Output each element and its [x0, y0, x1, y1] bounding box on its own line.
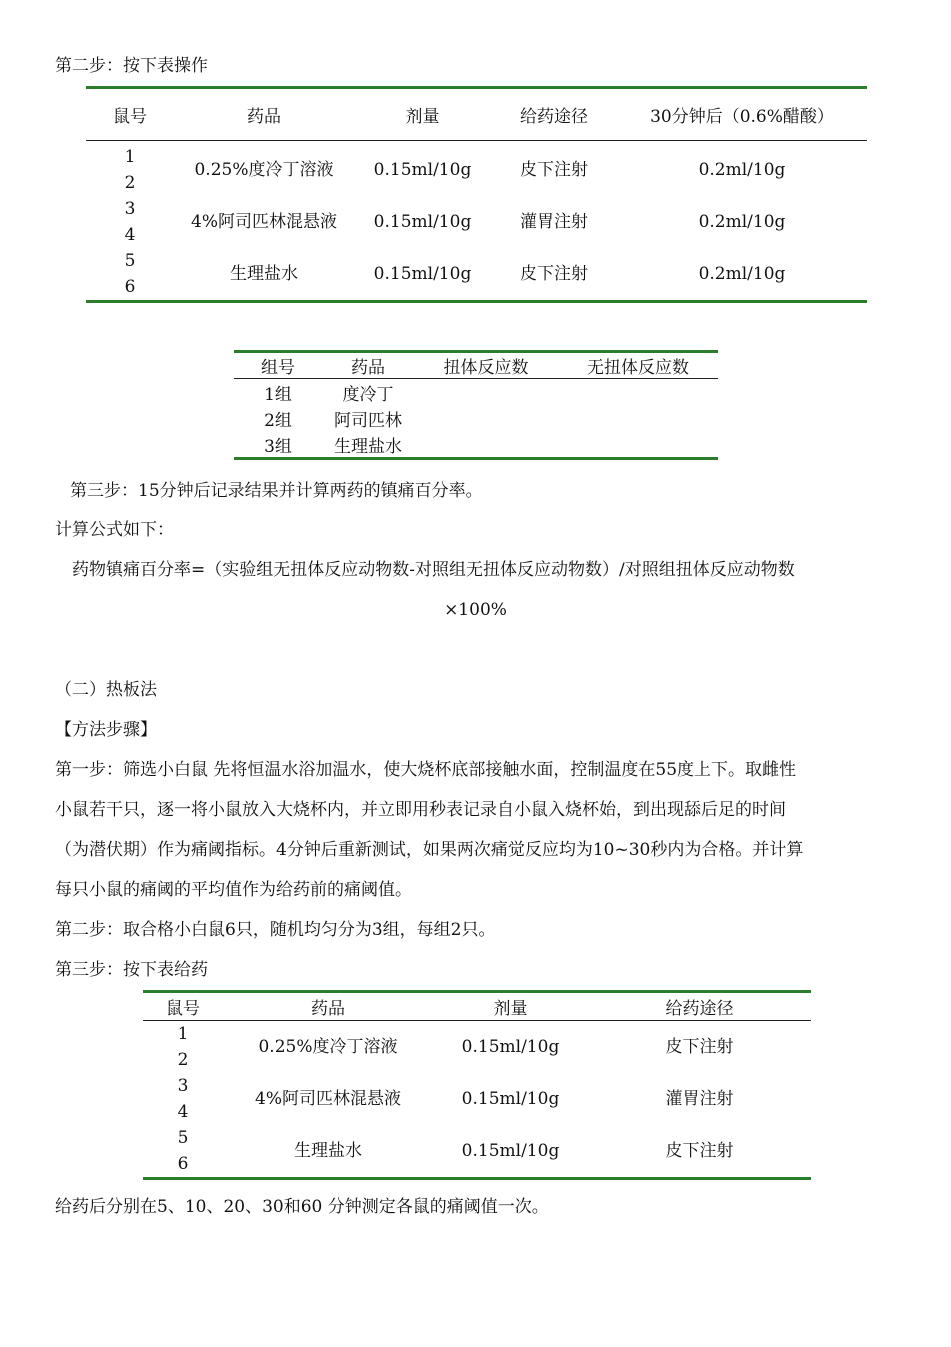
header-route: 给药途径: [491, 88, 617, 141]
header-drug: 药品: [174, 88, 354, 141]
writhing-cell: [414, 405, 558, 431]
hotplate-step3: 第三步：按下表给药: [55, 960, 208, 980]
no-writhing-cell: [558, 431, 718, 459]
group-cell: 1组: [264, 384, 292, 405]
route-cell: 灌胃注射: [520, 212, 588, 232]
drug-cell: 4%阿司匹林混悬液: [191, 212, 337, 232]
no-writhing-cell: [558, 379, 718, 406]
dose-cell: 0.15ml/10g: [461, 1141, 560, 1161]
paragraph-line: 小鼠若干只，逐一将小鼠放入大烧杯内，并立即用秒表记录自小鼠入烧杯始，到出现舔后足的时间: [55, 800, 786, 820]
table-row: [86, 196, 867, 248]
dose-cell: 0.15ml/10g: [373, 160, 472, 180]
drug-cell: 4%阿司匹林混悬液: [255, 1089, 401, 1109]
table-row: [234, 379, 718, 406]
writhing-result-table: [234, 350, 718, 460]
table-header-row: [143, 992, 811, 1021]
drug-cell: 度冷丁: [342, 384, 394, 405]
table-header-row: [234, 352, 718, 379]
table-row: [143, 1125, 811, 1179]
drug-cell: 0.25%度冷丁溶液: [194, 160, 334, 180]
route-cell: 皮下注射: [520, 160, 588, 180]
mouse-ids: 5 6: [177, 1128, 189, 1174]
method-heading: 【方法步骤】: [55, 720, 157, 740]
table-row: [143, 1073, 811, 1125]
mouse-ids: 3 4: [177, 1076, 189, 1122]
header-drug: 药品: [223, 992, 433, 1021]
paragraph-line: 第一步：筛选小白鼠 先将恒温水浴加温水，使大烧杯底部接触水面，控制温度在55度上下。取雌性: [55, 760, 797, 780]
header-drug: 药品: [322, 352, 414, 379]
writhing-cell: [414, 379, 558, 406]
header-mouse-id: 鼠号: [86, 88, 174, 141]
after30-cell: 0.2ml/10g: [698, 160, 786, 180]
dose-cell: 0.15ml/10g: [373, 264, 472, 284]
step2-heading: 第二步：按下表操作: [55, 56, 208, 76]
header-group: 组号: [234, 352, 322, 379]
formula-intro: 计算公式如下：: [55, 520, 174, 540]
group-cell: 3组: [264, 436, 292, 457]
drug-cell: 0.25%度冷丁溶液: [258, 1037, 398, 1057]
header-route: 给药途径: [588, 992, 811, 1021]
section2-title: （二）热板法: [55, 680, 157, 700]
header-after-30min: 30分钟后（0.6%醋酸）: [617, 88, 867, 141]
drug-cell: 阿司匹林: [334, 410, 402, 431]
paragraph-line: 每只小鼠的痛阈的平均值作为给药前的痛阈值。: [55, 880, 412, 900]
mouse-ids: 5 6: [124, 251, 136, 297]
mouse-ids: 3 4: [124, 199, 136, 245]
hotplate-dosing-table: [143, 990, 811, 1180]
header-dose: 剂量: [433, 992, 588, 1021]
table-row: [234, 431, 718, 459]
header-no-writhing-count: 无扭体反应数: [558, 352, 718, 379]
table-row: [143, 1021, 811, 1074]
paragraph-line: （为潜伏期）作为痛阈指标。4分钟后重新测试，如果两次痛觉反应均为10~30秒内为合格。并计算: [55, 840, 804, 860]
table-row: [86, 248, 867, 302]
table-header-row: [86, 88, 867, 141]
step3-text: 第三步：15分钟后记录结果并计算两药的镇痛百分率。: [70, 481, 483, 501]
final-note: 给药后分别在5、10、20、30和60 分钟测定各鼠的痛阈值一次。: [55, 1197, 549, 1217]
header-writhing-count: 扭体反应数: [414, 352, 558, 379]
drug-cell: 生理盐水: [230, 264, 298, 284]
table-row: [234, 405, 718, 431]
hotplate-step2: 第二步：取合格小白鼠6只，随机均匀分为3组，每组2只。: [55, 920, 496, 940]
dose-cell: 0.15ml/10g: [461, 1089, 560, 1109]
mouse-ids: 1 2: [177, 1024, 189, 1070]
after30-cell: 0.2ml/10g: [698, 264, 786, 284]
formula-line1: 药物镇痛百分率=（实验组无扭体反应动物数-对照组无扭体反应动物数）/对照组扭体反应动物数: [72, 560, 795, 580]
drug-cell: 生理盐水: [294, 1141, 362, 1161]
writhing-cell: [414, 431, 558, 459]
route-cell: 皮下注射: [665, 1141, 734, 1161]
route-cell: 皮下注射: [520, 264, 588, 284]
header-mouse-id: 鼠号: [143, 992, 223, 1021]
hotplate-step1: [55, 759, 900, 919]
header-dose: 剂量: [354, 88, 491, 141]
group-cell: 2组: [264, 410, 292, 431]
dose-cell: 0.15ml/10g: [461, 1037, 560, 1057]
drug-cell: 生理盐水: [334, 436, 402, 457]
writhing-dosing-table: [86, 86, 867, 303]
route-cell: 灌胃注射: [665, 1089, 734, 1109]
dose-cell: 0.15ml/10g: [373, 212, 472, 232]
route-cell: 皮下注射: [665, 1037, 734, 1057]
mouse-ids: 1 2: [124, 147, 136, 193]
no-writhing-cell: [558, 405, 718, 431]
table-row: [86, 141, 867, 197]
formula-line2: ×100%: [444, 600, 507, 620]
after30-cell: 0.2ml/10g: [698, 212, 786, 232]
